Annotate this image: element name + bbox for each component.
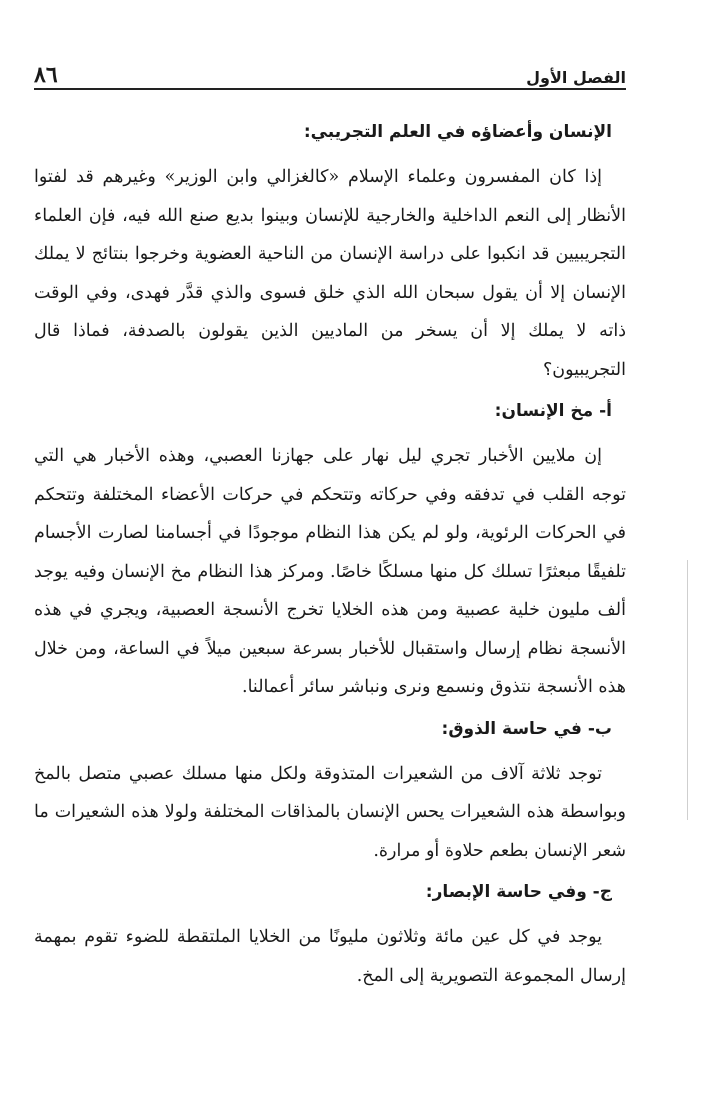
section-paragraph-taste: توجد ثلاثة آلاف من الشعيرات المتذوقة ولكل منها مسلك عصبي متصل بالمخ وبواسطة هذه الشعيرات يحس الإنسان بالمذاقات المختلفة ولولا هذه الشعيرات ما شعر الإنسان بطعم حلاوة أو مرارة.: [34, 763, 626, 861]
section-heading-human-organs: الإنسان وأعضاؤه في العلم التجريبي:: [303, 122, 612, 142]
page-header: [34, 52, 626, 90]
section-heading-sight: ج- وفي حاسة الإبصار:: [425, 882, 612, 902]
page-fold-line: [687, 560, 688, 820]
section-heading-brain: أ- مخ الإنسان:: [494, 401, 612, 421]
page-body: [34, 118, 626, 995]
chapter-title: الفصل الأول: [526, 68, 626, 87]
section-heading-taste: ب- في حاسة الذوق:: [441, 718, 612, 739]
page-number: ٨٦: [34, 62, 58, 88]
section-paragraph-brain: إن ملايين الأخبار تجري ليل نهار على جهازنا العصبي، وهذه الأخبار هي التي توجه القلب في تدفقه وفي حركاته وتتحكم في حركات الأعضاء المختلفة وتتحكم في الحركات الرئوية، ولو لم يكن هذا النظام موجودًا في أجسامنا لصارت الأجسام تلفيقًا مبعثرًا تسلك كل منها مسلكًا خاصًا. ومركز هذا النظام مخ الإنسان وفيه يوجد ألف مليون خلية عصبية ومن هذه الخلايا تخرج الأنسجة العصبية، ويجري في هذه الأنسجة نظام إرسال واستقبال للأخبار بسرعة سبعين ميلاً في الساعة، ومن خلال هذه الأنسجة نتذوق ونسمع ونرى ونباشر سائر أعمالنا.: [34, 446, 626, 697]
section-paragraph-sight: يوجد في كل عين مائة وثلاثون مليونًا من الخلايا الملتقطة للضوء تقوم بمهمة إرسال المجموعة التصويرية إلى المخ.: [34, 927, 626, 986]
section-paragraph-human-organs: إذا كان المفسرون وعلماء الإسلام «كالغزالي وابن الوزير» وغيرهم قد لفتوا الأنظار إلى النعم الداخلية والخارجية للإنسان وبينوا بديع صنع الله فيه، فإن العلماء التجريبيين قد انكبوا على دراسة الإنسان من الناحية العضوية وخرجوا بنتائج لا يملك الإنسان إلا أن يقول سبحان الله الذي خلق فسوى والذي قدَّر فهدى، وفي الوقت ذاته لا يملك إلا أن يسخر من الماديين الذين يقولون بالصدفة، فماذا قال التجريبيون؟: [34, 167, 626, 380]
